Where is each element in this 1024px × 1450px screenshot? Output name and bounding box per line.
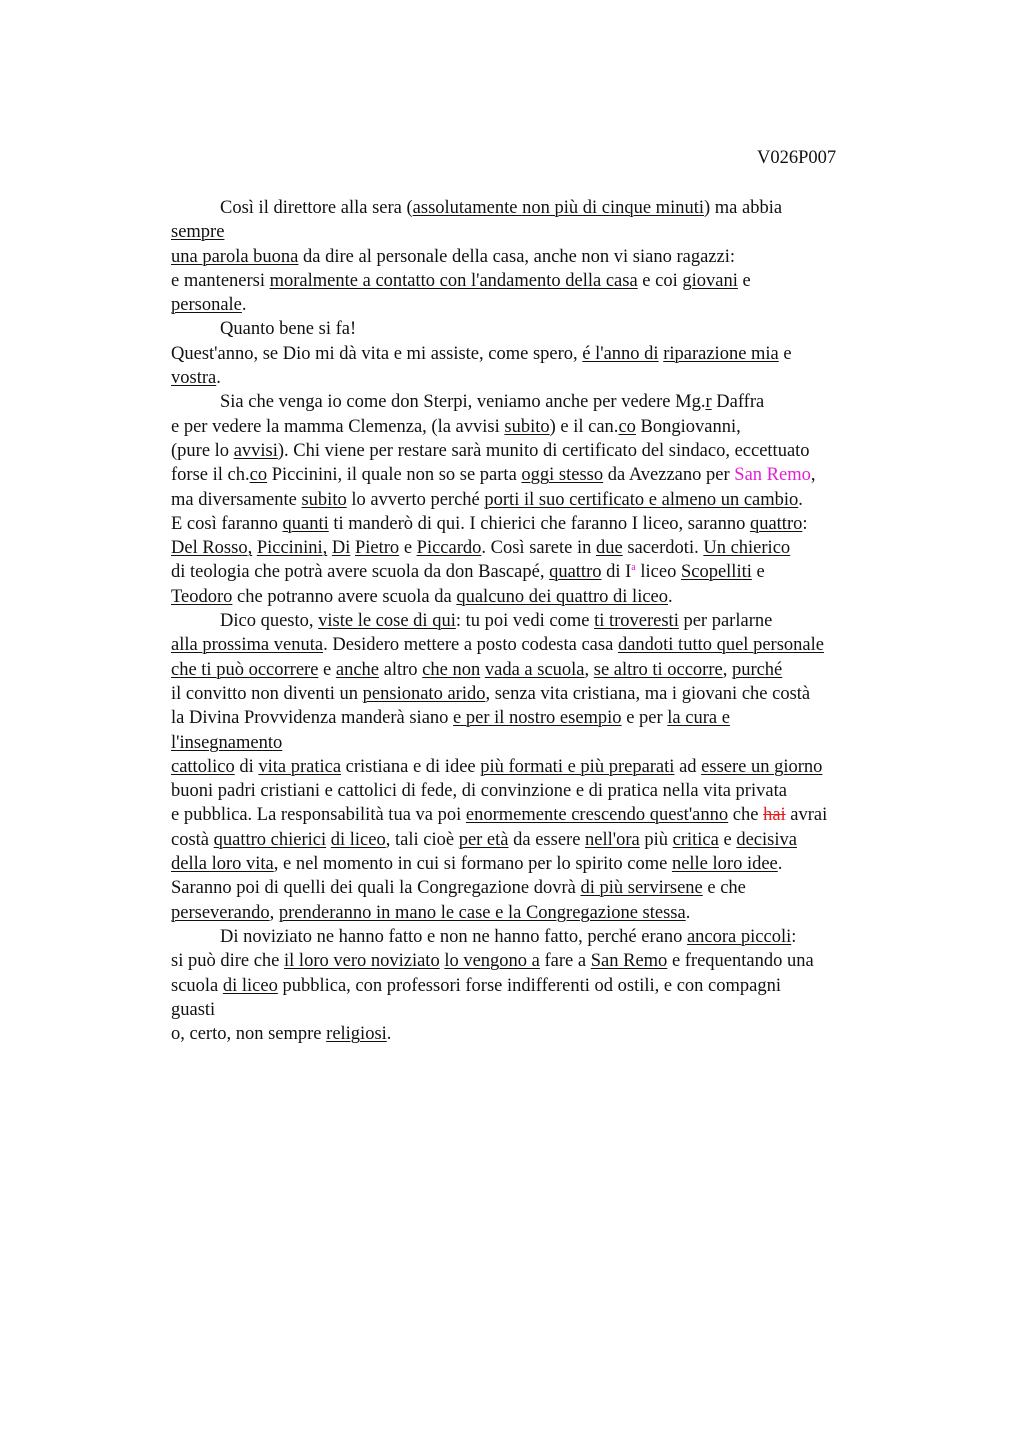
text-line xyxy=(171,488,911,512)
underlined-text: enormemente crescendo quest'anno xyxy=(465,805,729,826)
text-line xyxy=(171,463,911,487)
underlined-text: Teodoro xyxy=(171,586,233,607)
underlined-text: se altro ti occorre xyxy=(593,659,723,680)
text-segment: di I xyxy=(601,562,632,583)
text-segment: ) ma abbia xyxy=(704,198,783,218)
text-segment: Dico questo, xyxy=(220,611,319,632)
underlined-text: essere un giorno xyxy=(701,756,823,777)
text-segment: e xyxy=(737,270,751,291)
text-segment: e per vedere la mamma Clemenza, (la avvisi xyxy=(171,416,505,437)
underlined-text: cattolico xyxy=(171,756,235,777)
underlined-text: vita pratica xyxy=(258,756,342,777)
underlined-text: viste le cose di qui xyxy=(318,611,456,632)
text-segment: lo avverto perché xyxy=(346,489,485,510)
underlined-text: Pietro xyxy=(354,538,400,559)
text-line xyxy=(171,998,911,1022)
text-segment: Di noviziato ne hanno fatto e non ne hanno fatto, perché erano xyxy=(220,926,687,947)
text-line xyxy=(171,779,911,803)
text-segment: e xyxy=(318,659,336,680)
text-segment: pubblica, con professori forse indifferenti od ostili, e con compagni xyxy=(277,975,781,996)
text-segment: , senza vita cristiana, ma i giovani che costà xyxy=(485,683,811,704)
underlined-text: qualcuno dei quattro di liceo xyxy=(456,586,669,607)
text-segment: e xyxy=(399,538,417,559)
text-segment: . xyxy=(777,854,783,875)
underlined-text: che non xyxy=(422,659,481,680)
text-segment: Daffra xyxy=(711,392,765,413)
text-line xyxy=(171,366,911,390)
underlined-text: Un chierico xyxy=(703,538,791,559)
text-line xyxy=(171,852,911,876)
text-segment: da essere xyxy=(508,829,586,850)
underlined-text: oggi stesso xyxy=(521,465,604,486)
text-segment: liceo xyxy=(635,562,681,583)
underlined-text: assolutamente non più di cinque minuti xyxy=(412,198,704,218)
underlined-text: quanti xyxy=(282,513,329,534)
underlined-text: San Remo xyxy=(590,951,668,972)
text-segment: , xyxy=(722,659,732,680)
superscript-text: a xyxy=(631,562,636,574)
underlined-text: dandoti tutto quel personale xyxy=(617,635,824,656)
text-segment: e xyxy=(751,562,765,583)
text-line xyxy=(171,1022,911,1046)
text-segment: , xyxy=(584,659,594,680)
text-line xyxy=(171,682,911,706)
text-segment: : xyxy=(791,926,797,947)
text-segment: che xyxy=(728,805,764,826)
underlined-text: avvisi xyxy=(233,440,278,461)
underlined-text: nelle loro idee xyxy=(671,854,778,875)
text-line xyxy=(171,560,911,584)
text-line xyxy=(171,245,911,269)
text-segment: , e nel momento in cui si formano per lo spirito come xyxy=(273,854,672,875)
underlined-text: pensionato arido xyxy=(362,683,486,704)
underlined-text: di liceo xyxy=(330,829,386,850)
underlined-text: giovani xyxy=(682,270,738,291)
underlined-text: una parola buona xyxy=(171,246,299,267)
text-line xyxy=(171,755,911,779)
text-line xyxy=(171,293,911,317)
text-segment: , xyxy=(269,902,279,923)
text-segment: Sia che venga io come don Sterpi, veniamo anche per vedere Mg. xyxy=(220,392,706,413)
text-segment: forse il ch. xyxy=(171,465,250,486)
underlined-text: moralmente a contatto con l'andamento della casa xyxy=(269,270,638,291)
underlined-text: vostra xyxy=(171,368,217,389)
text-segment: e xyxy=(718,829,737,850)
underlined-text: decisiva xyxy=(736,829,797,850)
text-line xyxy=(171,439,911,463)
text-segment: da dire al personale della casa, anche non vi siano ragazzi: xyxy=(298,246,736,267)
underlined-text: quattro chierici xyxy=(213,829,327,850)
text-segment: E così faranno xyxy=(171,513,283,534)
text-line xyxy=(171,196,911,220)
underlined-text: il loro vero noviziato xyxy=(284,951,440,972)
text-line xyxy=(171,317,911,341)
text-segment: che potranno avere scuola da xyxy=(232,586,457,607)
underlined-text: purché xyxy=(731,659,783,680)
text-segment: cristiana e di idee xyxy=(341,756,481,777)
text-segment: fare a xyxy=(539,951,591,972)
text-segment: . Così sarete in xyxy=(481,538,596,559)
underlined-text: ti troveresti xyxy=(594,611,679,632)
text-line xyxy=(171,731,911,755)
letter-body xyxy=(171,196,911,1046)
struck-text: hai xyxy=(763,805,786,826)
text-line xyxy=(171,585,911,609)
text-line xyxy=(171,269,911,293)
underlined-text: perseverando xyxy=(171,902,270,923)
underlined-text: Del Rosso, xyxy=(171,538,253,559)
text-line xyxy=(171,220,911,244)
underlined-text: critica xyxy=(672,829,719,850)
underlined-text: porti il suo certificato e almeno un cambio xyxy=(484,489,799,510)
underlined-text: nell'ora xyxy=(585,829,640,850)
text-line xyxy=(171,925,911,949)
underlined-text: per età xyxy=(458,829,509,850)
underlined-text: riparazione mia xyxy=(663,343,779,364)
text-segment: si può dire che xyxy=(171,951,285,972)
text-segment: Quanto bene si fa! xyxy=(220,319,357,340)
text-line xyxy=(171,901,911,925)
text-line xyxy=(171,706,911,730)
text-segment: ti manderò di qui. I chierici che faranno I liceo, saranno xyxy=(328,513,750,534)
text-segment: Bongiovanni, xyxy=(635,416,741,437)
underlined-text: vada a scuola xyxy=(484,659,585,680)
document-id: V026P007 xyxy=(757,148,837,168)
text-line xyxy=(171,949,911,973)
text-segment: scuola xyxy=(171,975,223,996)
text-line xyxy=(171,658,911,682)
text-line xyxy=(171,342,911,366)
text-segment: e xyxy=(778,343,792,364)
text-segment: e per xyxy=(621,708,668,729)
underlined-text: lo vengono a xyxy=(444,951,540,972)
underlined-text: sempre xyxy=(171,222,225,243)
underlined-text: subito xyxy=(504,416,550,437)
text-segment: il convitto non diventi un xyxy=(171,683,363,704)
text-segment: ad xyxy=(674,756,702,777)
underlined-text: religiosi xyxy=(326,1024,387,1045)
text-segment: , xyxy=(810,465,816,486)
text-line xyxy=(171,974,911,998)
underlined-text: della loro vita xyxy=(171,854,274,875)
underlined-text: due xyxy=(595,538,623,559)
text-segment: buoni padri cristiani e cattolici di fede, di convinzione e di pratica nella vita privata xyxy=(171,781,787,802)
text-line xyxy=(171,609,911,633)
text-segment: ma diversamente xyxy=(171,489,302,510)
text-segment: Quest'anno, se Dio mi dà vita e mi assiste, come spero, xyxy=(171,343,583,364)
text-segment: : xyxy=(802,513,808,534)
text-line xyxy=(171,536,911,560)
text-segment: . Desidero mettere a posto codesta casa xyxy=(323,635,618,656)
text-segment: ). Chi viene per restare sarà munito di certificato del sindaco, eccettuato xyxy=(277,440,810,461)
text-segment: da Avezzano per xyxy=(603,465,735,486)
underlined-text: quattro xyxy=(749,513,803,534)
text-segment: e mantenersi xyxy=(171,270,270,291)
underlined-text: Scopelliti xyxy=(680,562,752,583)
text-segment: ) e il can. xyxy=(549,416,619,437)
text-segment: più xyxy=(639,829,673,850)
underlined-text: la cura e xyxy=(667,708,730,729)
underlined-text: alla prossima venuta xyxy=(171,635,324,656)
highlighted-text: San Remo xyxy=(734,465,811,486)
text-segment: avrai xyxy=(785,805,828,826)
text-segment: . xyxy=(386,1024,392,1045)
text-segment: di teologia che potrà avere scuola da don Bascapé, xyxy=(171,562,550,583)
text-line xyxy=(171,876,911,900)
underlined-text: é l'anno di xyxy=(582,343,659,364)
text-segment: Saranno poi di quelli dei quali la Congregazione dovrà xyxy=(171,878,581,899)
text-segment: : tu poi vedi come xyxy=(455,611,595,632)
text-segment: . xyxy=(216,368,221,389)
text-line xyxy=(171,415,911,439)
underlined-text: r xyxy=(705,392,712,413)
underlined-text: di più servirsene xyxy=(580,878,703,899)
text-segment: . xyxy=(241,295,247,316)
underlined-text: co xyxy=(249,465,268,486)
underlined-text: Di xyxy=(331,538,351,559)
text-segment: e frequentando una xyxy=(667,951,814,972)
text-segment: e coi xyxy=(637,270,683,291)
text-segment: Così il direttore alla sera ( xyxy=(220,198,413,218)
underlined-text: subito xyxy=(301,489,347,510)
text-segment: costà xyxy=(171,829,214,850)
text-line xyxy=(171,512,911,536)
underlined-text: Piccardo xyxy=(416,538,482,559)
underlined-text: più formati e più preparati xyxy=(480,756,675,777)
underlined-text: anche xyxy=(335,659,380,680)
text-segment: guasti xyxy=(171,999,216,1020)
text-segment: sacerdoti. xyxy=(622,538,704,559)
underlined-text: di liceo xyxy=(222,975,278,996)
text-segment: e pubblica. La responsabilità tua va poi xyxy=(171,805,466,826)
underlined-text: e per il nostro esempio xyxy=(453,708,622,729)
text-segment: altro xyxy=(379,659,423,680)
underlined-text: co xyxy=(618,416,636,437)
text-line xyxy=(171,803,911,827)
underlined-text: prenderanno in mano le case e la Congregazione stessa xyxy=(278,902,686,923)
text-segment: la Divina Provvidenza manderà siano xyxy=(171,708,454,729)
text-segment: . xyxy=(798,489,803,510)
underlined-text: Piccinini, xyxy=(256,538,328,559)
text-segment: . xyxy=(685,902,691,923)
text-line xyxy=(171,828,911,852)
underlined-text: personale xyxy=(171,295,242,316)
underlined-text: quattro xyxy=(549,562,602,583)
underlined-text: che ti può occorrere xyxy=(171,659,319,680)
text-segment: (pure lo xyxy=(171,440,234,461)
text-segment: di xyxy=(234,756,259,777)
text-segment: , tali cioè xyxy=(385,829,459,850)
text-segment: o, certo, non sempre xyxy=(171,1024,327,1045)
text-segment: e che xyxy=(702,878,746,899)
text-line xyxy=(171,633,911,657)
text-line xyxy=(171,390,911,414)
underlined-text: ancora piccoli xyxy=(686,926,792,947)
text-segment: . xyxy=(668,586,673,607)
text-segment: Piccinini, il quale non so se parta xyxy=(267,465,522,486)
underlined-text: l'insegnamento xyxy=(171,732,283,753)
text-segment: per parlarne xyxy=(678,611,773,632)
